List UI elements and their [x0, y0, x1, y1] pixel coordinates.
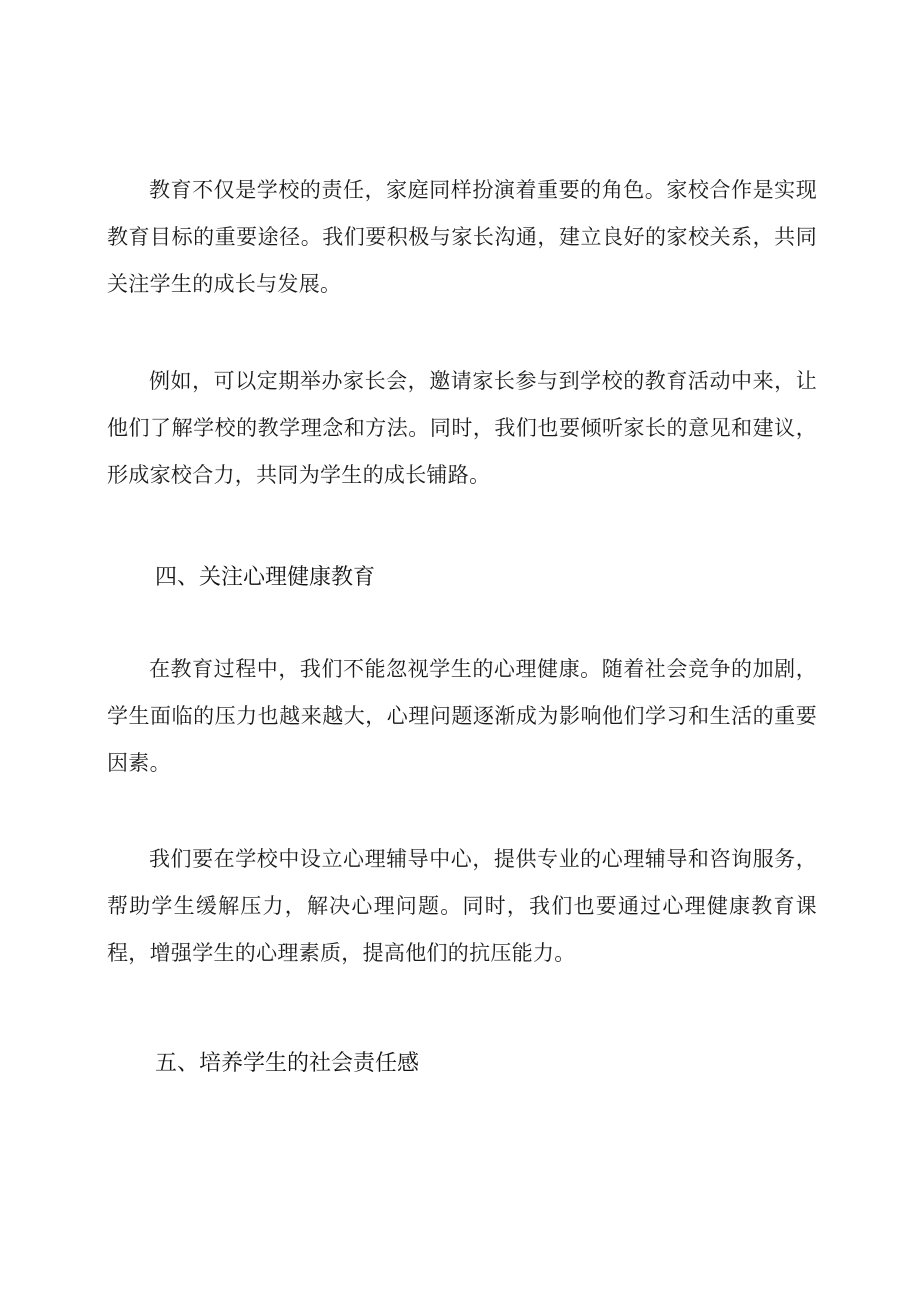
paragraph-home-school-cooperation: 教育不仅是学校的责任，家庭同样扮演着重要的角色。家校合作是实现教育目标的重要途径。我们要积极与家长沟通，建立良好的家校关系，共同关注学生的成长与发展。	[107, 178, 817, 296]
paragraph-parent-meetings: 例如，可以定期举办家长会，邀请家长参与到学校的教育活动中来，让他们了解学校的教学理念和方法。同时，我们也要倾听家长的意见和建议，形成家校合力，共同为学生的成长铺路。	[107, 369, 817, 487]
section-heading-social-responsibility: 五、培养学生的社会责任感	[155, 1051, 420, 1076]
section-heading-mental-health: 四、关注心理健康教育	[155, 565, 376, 590]
paragraph-counseling-center: 我们要在学校中设立心理辅导中心，提供专业的心理辅导和咨询服务，帮助学生缓解压力，解决心理问题。同时，我们也要通过心理健康教育课程，增强学生的心理素质，提高他们的抗压能力。	[107, 847, 817, 965]
paragraph-mental-health-importance: 在教育过程中，我们不能忽视学生的心理健康。随着社会竞争的加剧，学生面临的压力也越来越大，心理问题逐渐成为影响他们学习和生活的重要因素。	[107, 657, 817, 775]
